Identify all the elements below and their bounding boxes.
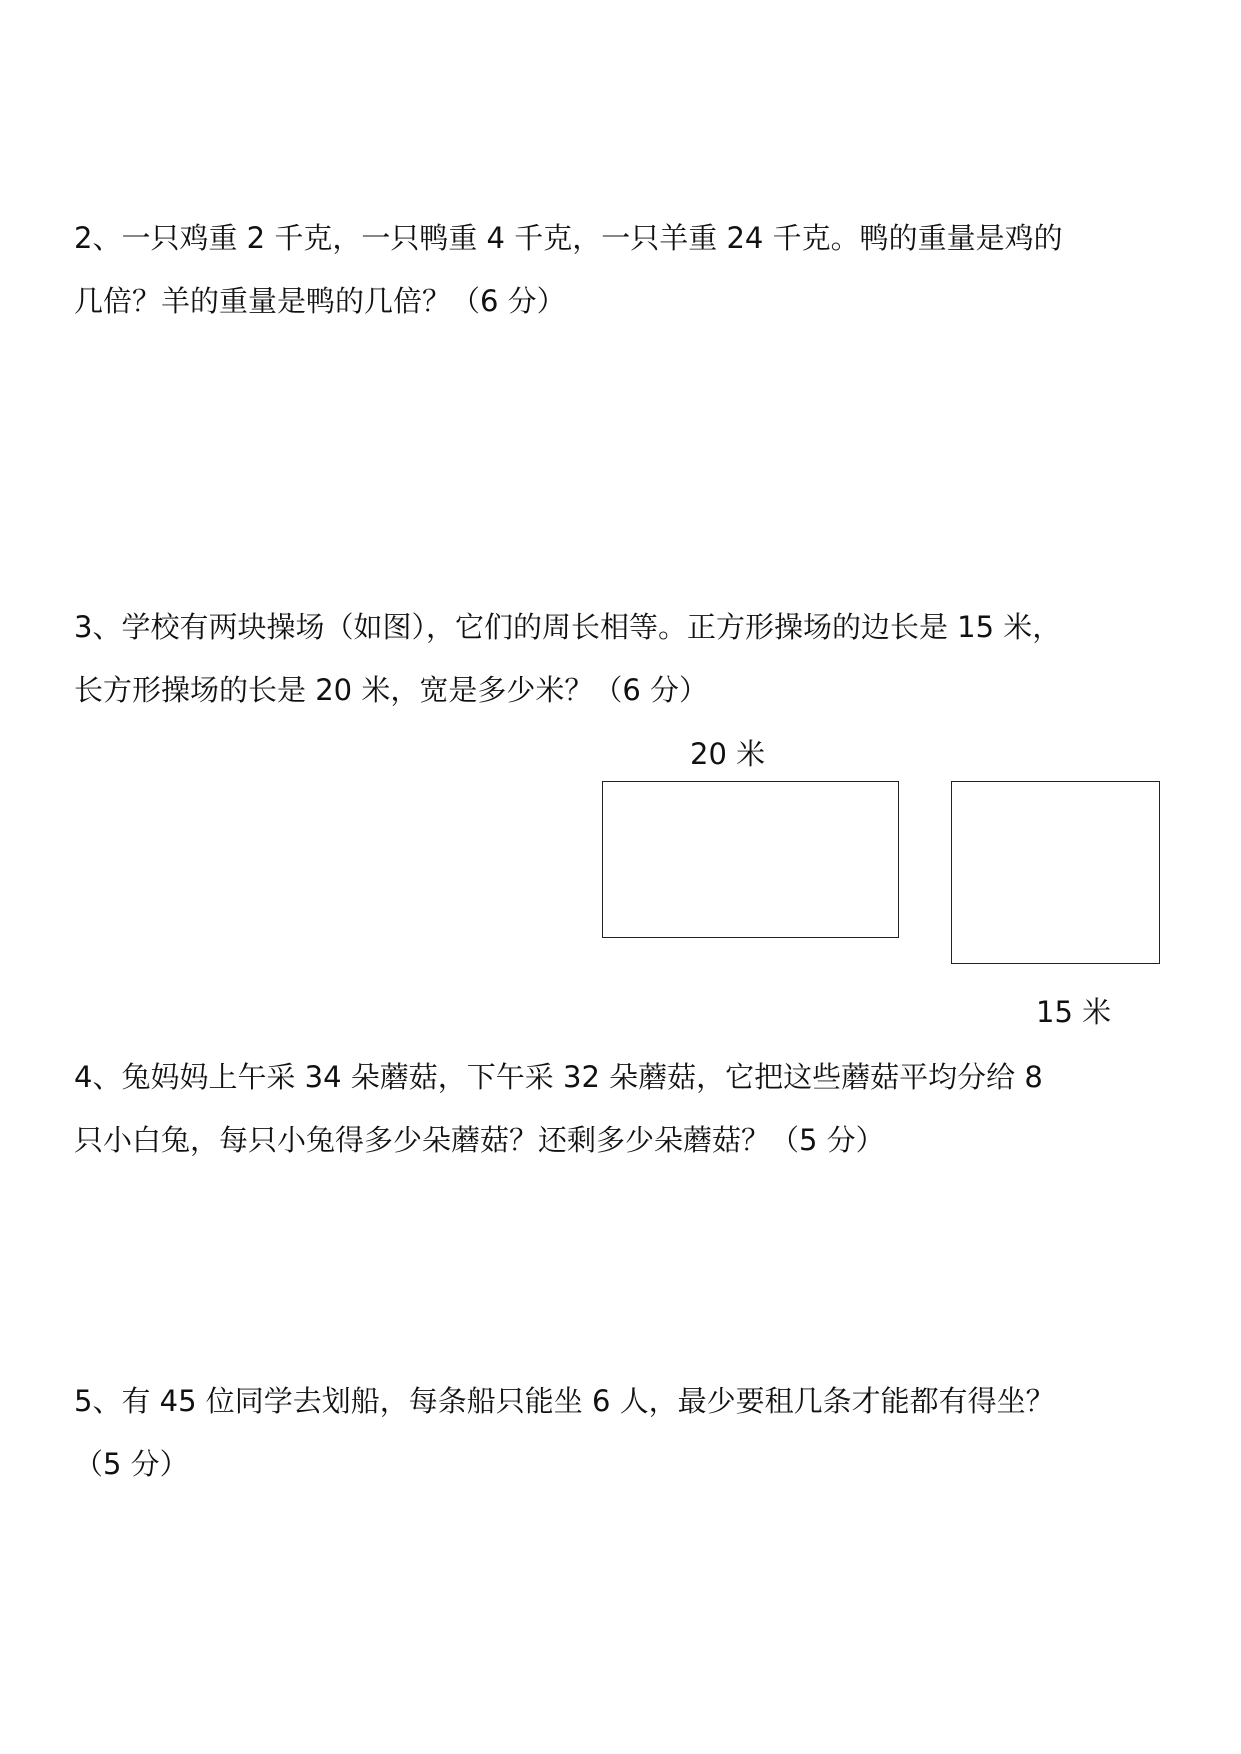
- question-5-line-2: （5 分）: [74, 1447, 189, 1481]
- rectangle-length-label: 20 米: [690, 737, 766, 771]
- square-side-label: 15 米: [1036, 995, 1112, 1029]
- square-playground-shape: [951, 781, 1160, 964]
- question-2-line-2: 几倍？羊的重量是鸭的几倍？（6 分）: [74, 284, 566, 318]
- question-2-line-1: 2、一只鸡重 2 千克，一只鸭重 4 千克，一只羊重 24 千克。鸭的重量是鸡的: [74, 221, 1063, 255]
- question-4-line-2: 只小白兔，每只小兔得多少朵蘑菇？还剩多少朵蘑菇？（5 分）: [74, 1123, 885, 1157]
- question-5-line-1: 5、有 45 位同学去划船，每条船只能坐 6 人，最少要租几条才能都有得坐？: [74, 1384, 1055, 1418]
- rectangle-playground-shape: [602, 781, 899, 938]
- question-3-line-2: 长方形操场的长是 20 米，宽是多少米？（6 分）: [74, 673, 709, 707]
- question-4-line-1: 4、兔妈妈上午采 34 朵蘑菇，下午采 32 朵蘑菇，它把这些蘑菇平均分给 8: [74, 1060, 1043, 1094]
- question-3-line-1: 3、学校有两块操场（如图），它们的周长相等。正方形操场的边长是 15 米，: [74, 610, 1062, 644]
